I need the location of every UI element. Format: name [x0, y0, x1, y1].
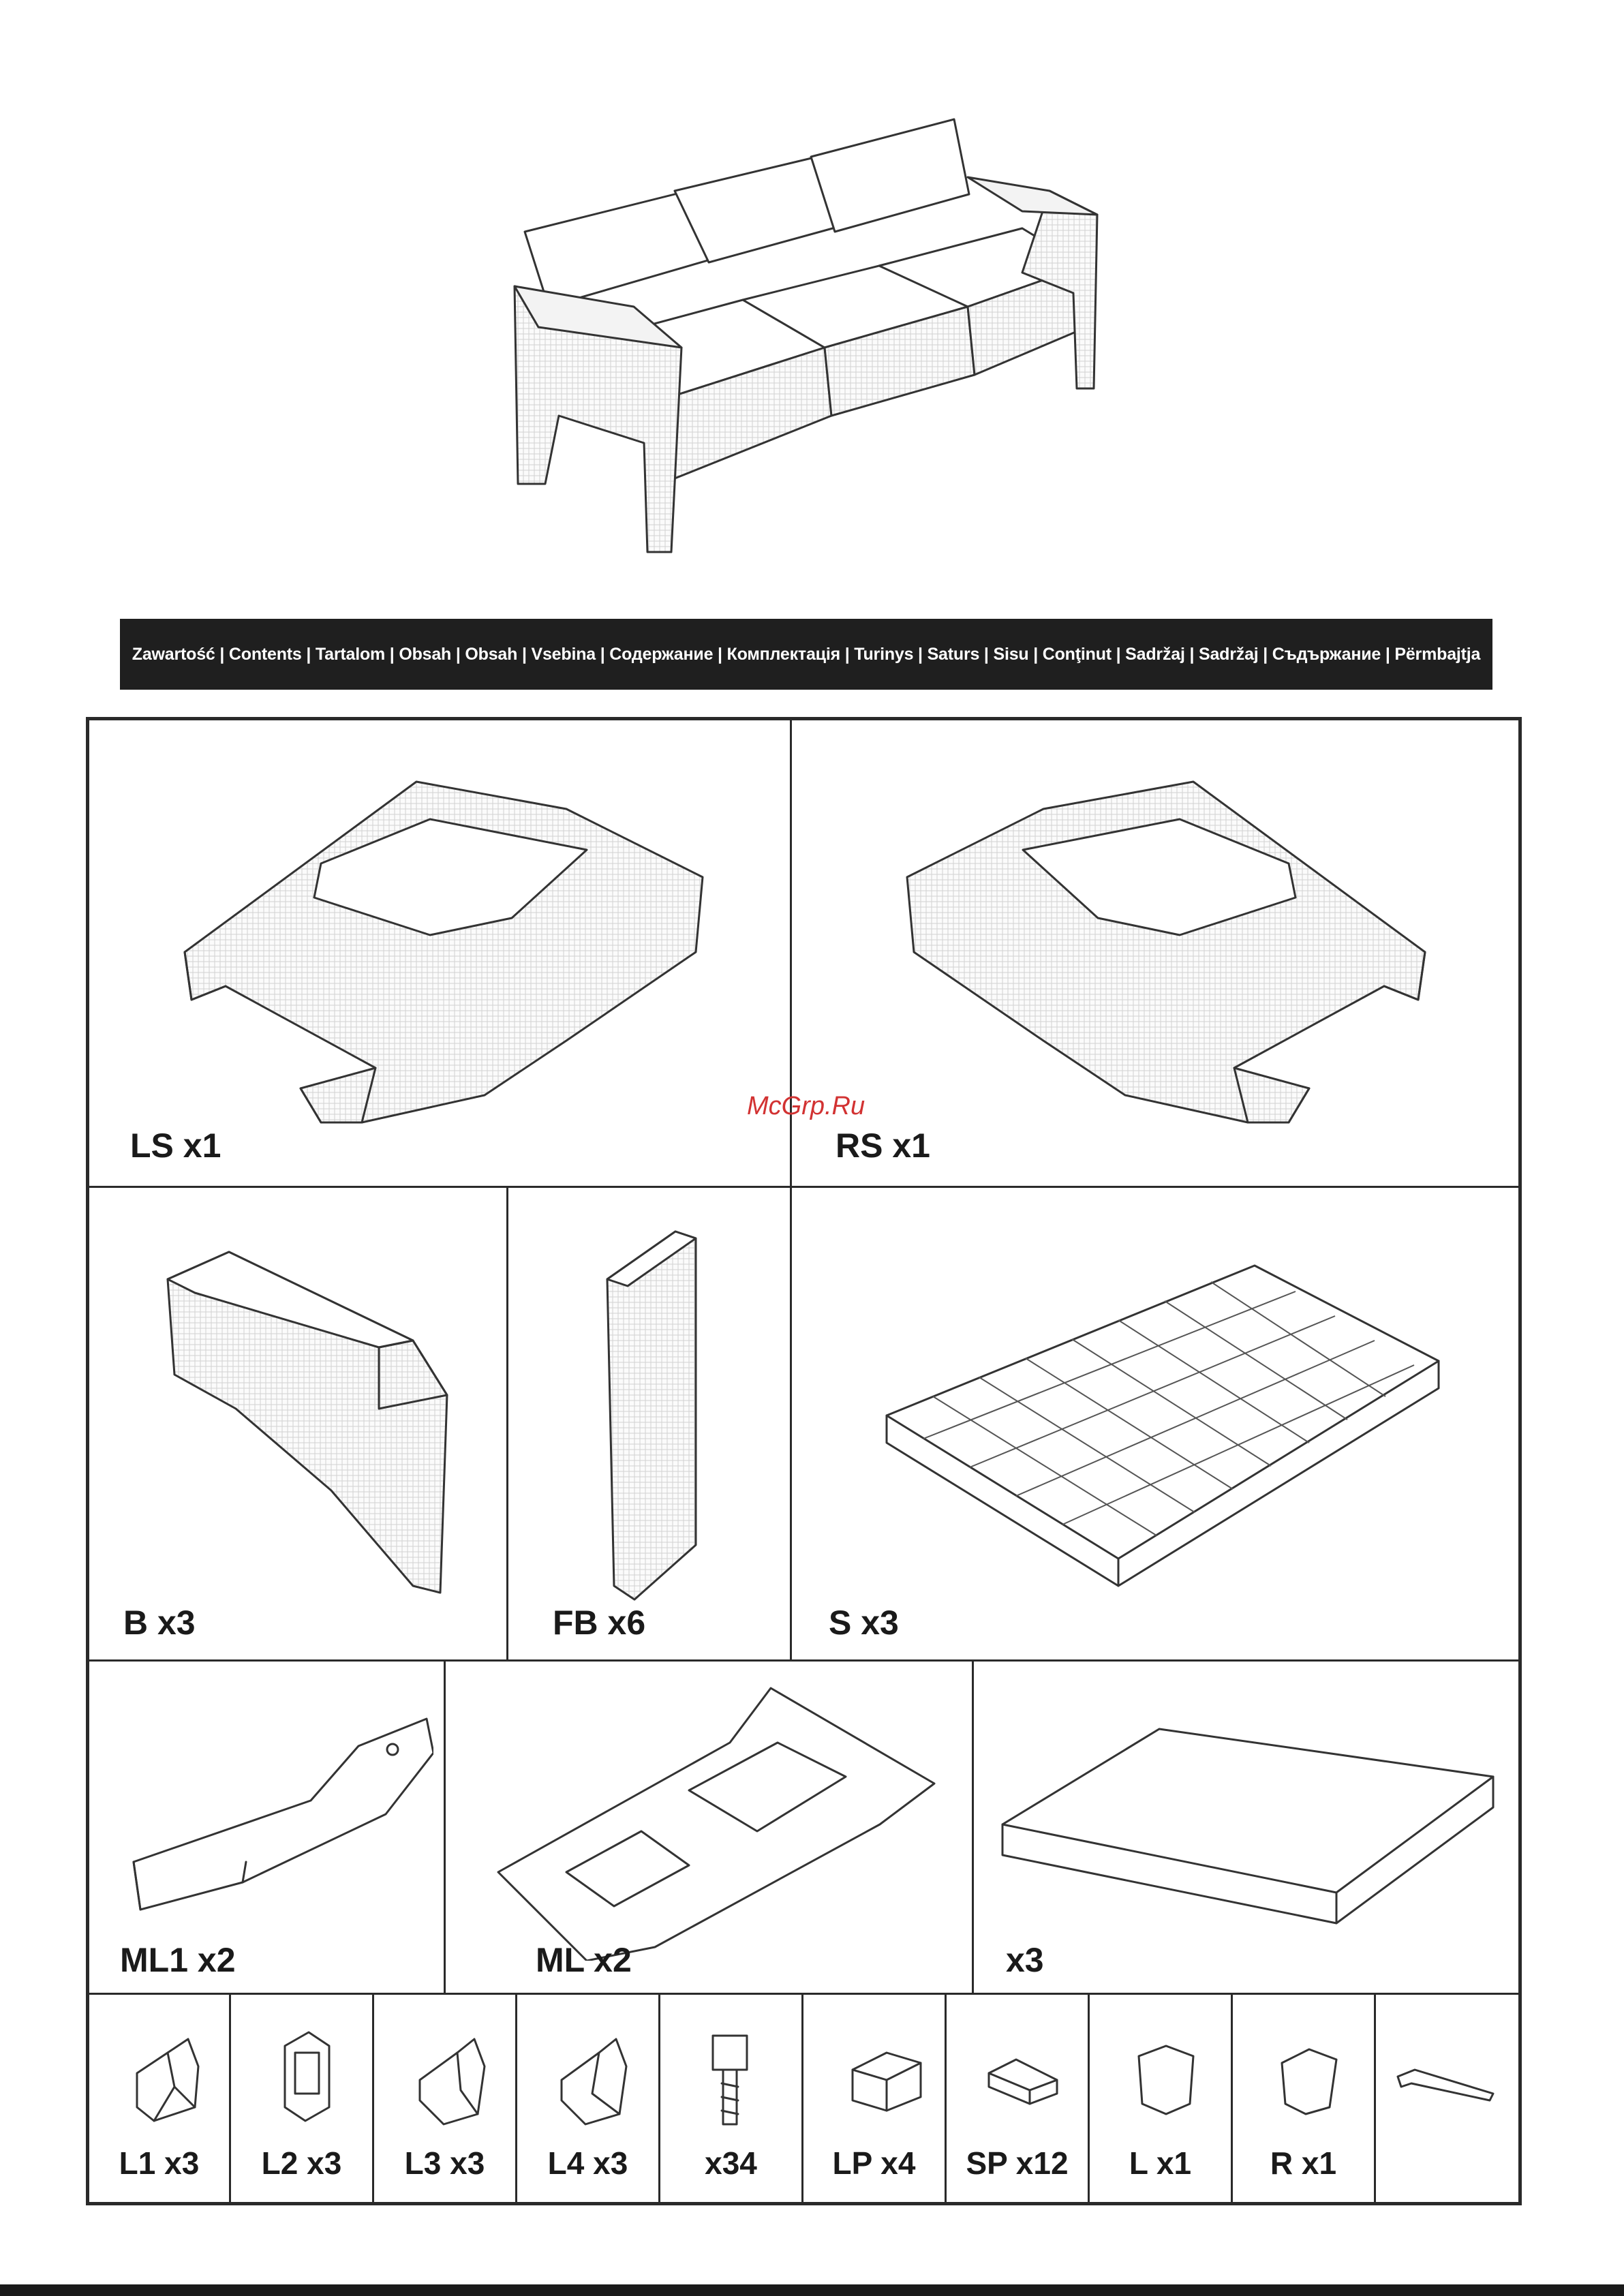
right-side-armrest-illustration [853, 768, 1452, 1136]
parts-grid [86, 717, 1522, 2205]
part-label-l2: L2 x3 [261, 2145, 342, 2181]
connector-l3-icon [410, 2025, 491, 2128]
part-label-ml1: ML1 x2 [120, 1941, 236, 1979]
sofa-illustration [477, 102, 1145, 579]
part-label-l4: L4 x3 [547, 2145, 628, 2181]
connector-l1-icon [127, 2025, 209, 2128]
col-divider [972, 1659, 974, 1993]
row-divider [89, 1186, 1518, 1188]
back-panel-illustration [154, 1238, 495, 1606]
clip-l-icon [1132, 2042, 1200, 2117]
front-board-illustration [594, 1218, 730, 1613]
col-divider [444, 1659, 446, 1993]
watermark: McGrp.Ru [747, 1092, 865, 1120]
seat-frame-illustration [873, 1252, 1452, 1593]
clip-r-icon [1275, 2042, 1343, 2117]
connector-l4-icon [551, 2025, 633, 2128]
tool-icon [1394, 2066, 1497, 2107]
col-divider [1374, 1993, 1376, 2202]
contents-banner: Zawartość | Contents | Tartalom | Obsah | Obsah | Vsebina | Содержание | Комплектація | Turinys | Saturs | Sisu | Conţinut | Sadržaj | Sadržaj | Съдържание | Përmbajtja [120, 619, 1492, 690]
part-label-screw: x34 [705, 2145, 757, 2181]
part-label-ls: LS x1 [130, 1127, 221, 1165]
col-divider [790, 720, 792, 1659]
part-label-l3: L3 x3 [404, 2145, 485, 2181]
part-label-l: L x1 [1129, 2145, 1192, 2181]
spacer-sp-icon [982, 2053, 1064, 2107]
screw-icon [703, 2022, 757, 2131]
part-label-r: R x1 [1270, 2145, 1337, 2181]
part-label-sp: SP x12 [966, 2145, 1069, 2181]
part-label-ml: ML x2 [536, 1941, 632, 1979]
part-label-cushion: x3 [1006, 1941, 1044, 1979]
seat-cushion-illustration [996, 1715, 1500, 1933]
col-divider [506, 1186, 508, 1659]
part-label-lp: LP x4 [832, 2145, 916, 2181]
part-label-l1: L1 x3 [119, 2145, 200, 2181]
middle-leg-1-illustration [120, 1705, 433, 1937]
middle-leg-frame-illustration [485, 1674, 948, 1961]
part-label-b: B x3 [123, 1604, 196, 1642]
bottom-border [0, 2284, 1624, 2296]
left-side-armrest-illustration [157, 768, 757, 1136]
connector-l2-icon [268, 2025, 343, 2128]
part-label-rs: RS x1 [836, 1127, 930, 1165]
row-divider [89, 1993, 1518, 1995]
row-divider [89, 1659, 1518, 1662]
leg-pad-lp-icon [846, 2042, 928, 2117]
part-label-s: S x3 [829, 1604, 899, 1642]
part-label-fb: FB x6 [553, 1604, 646, 1642]
